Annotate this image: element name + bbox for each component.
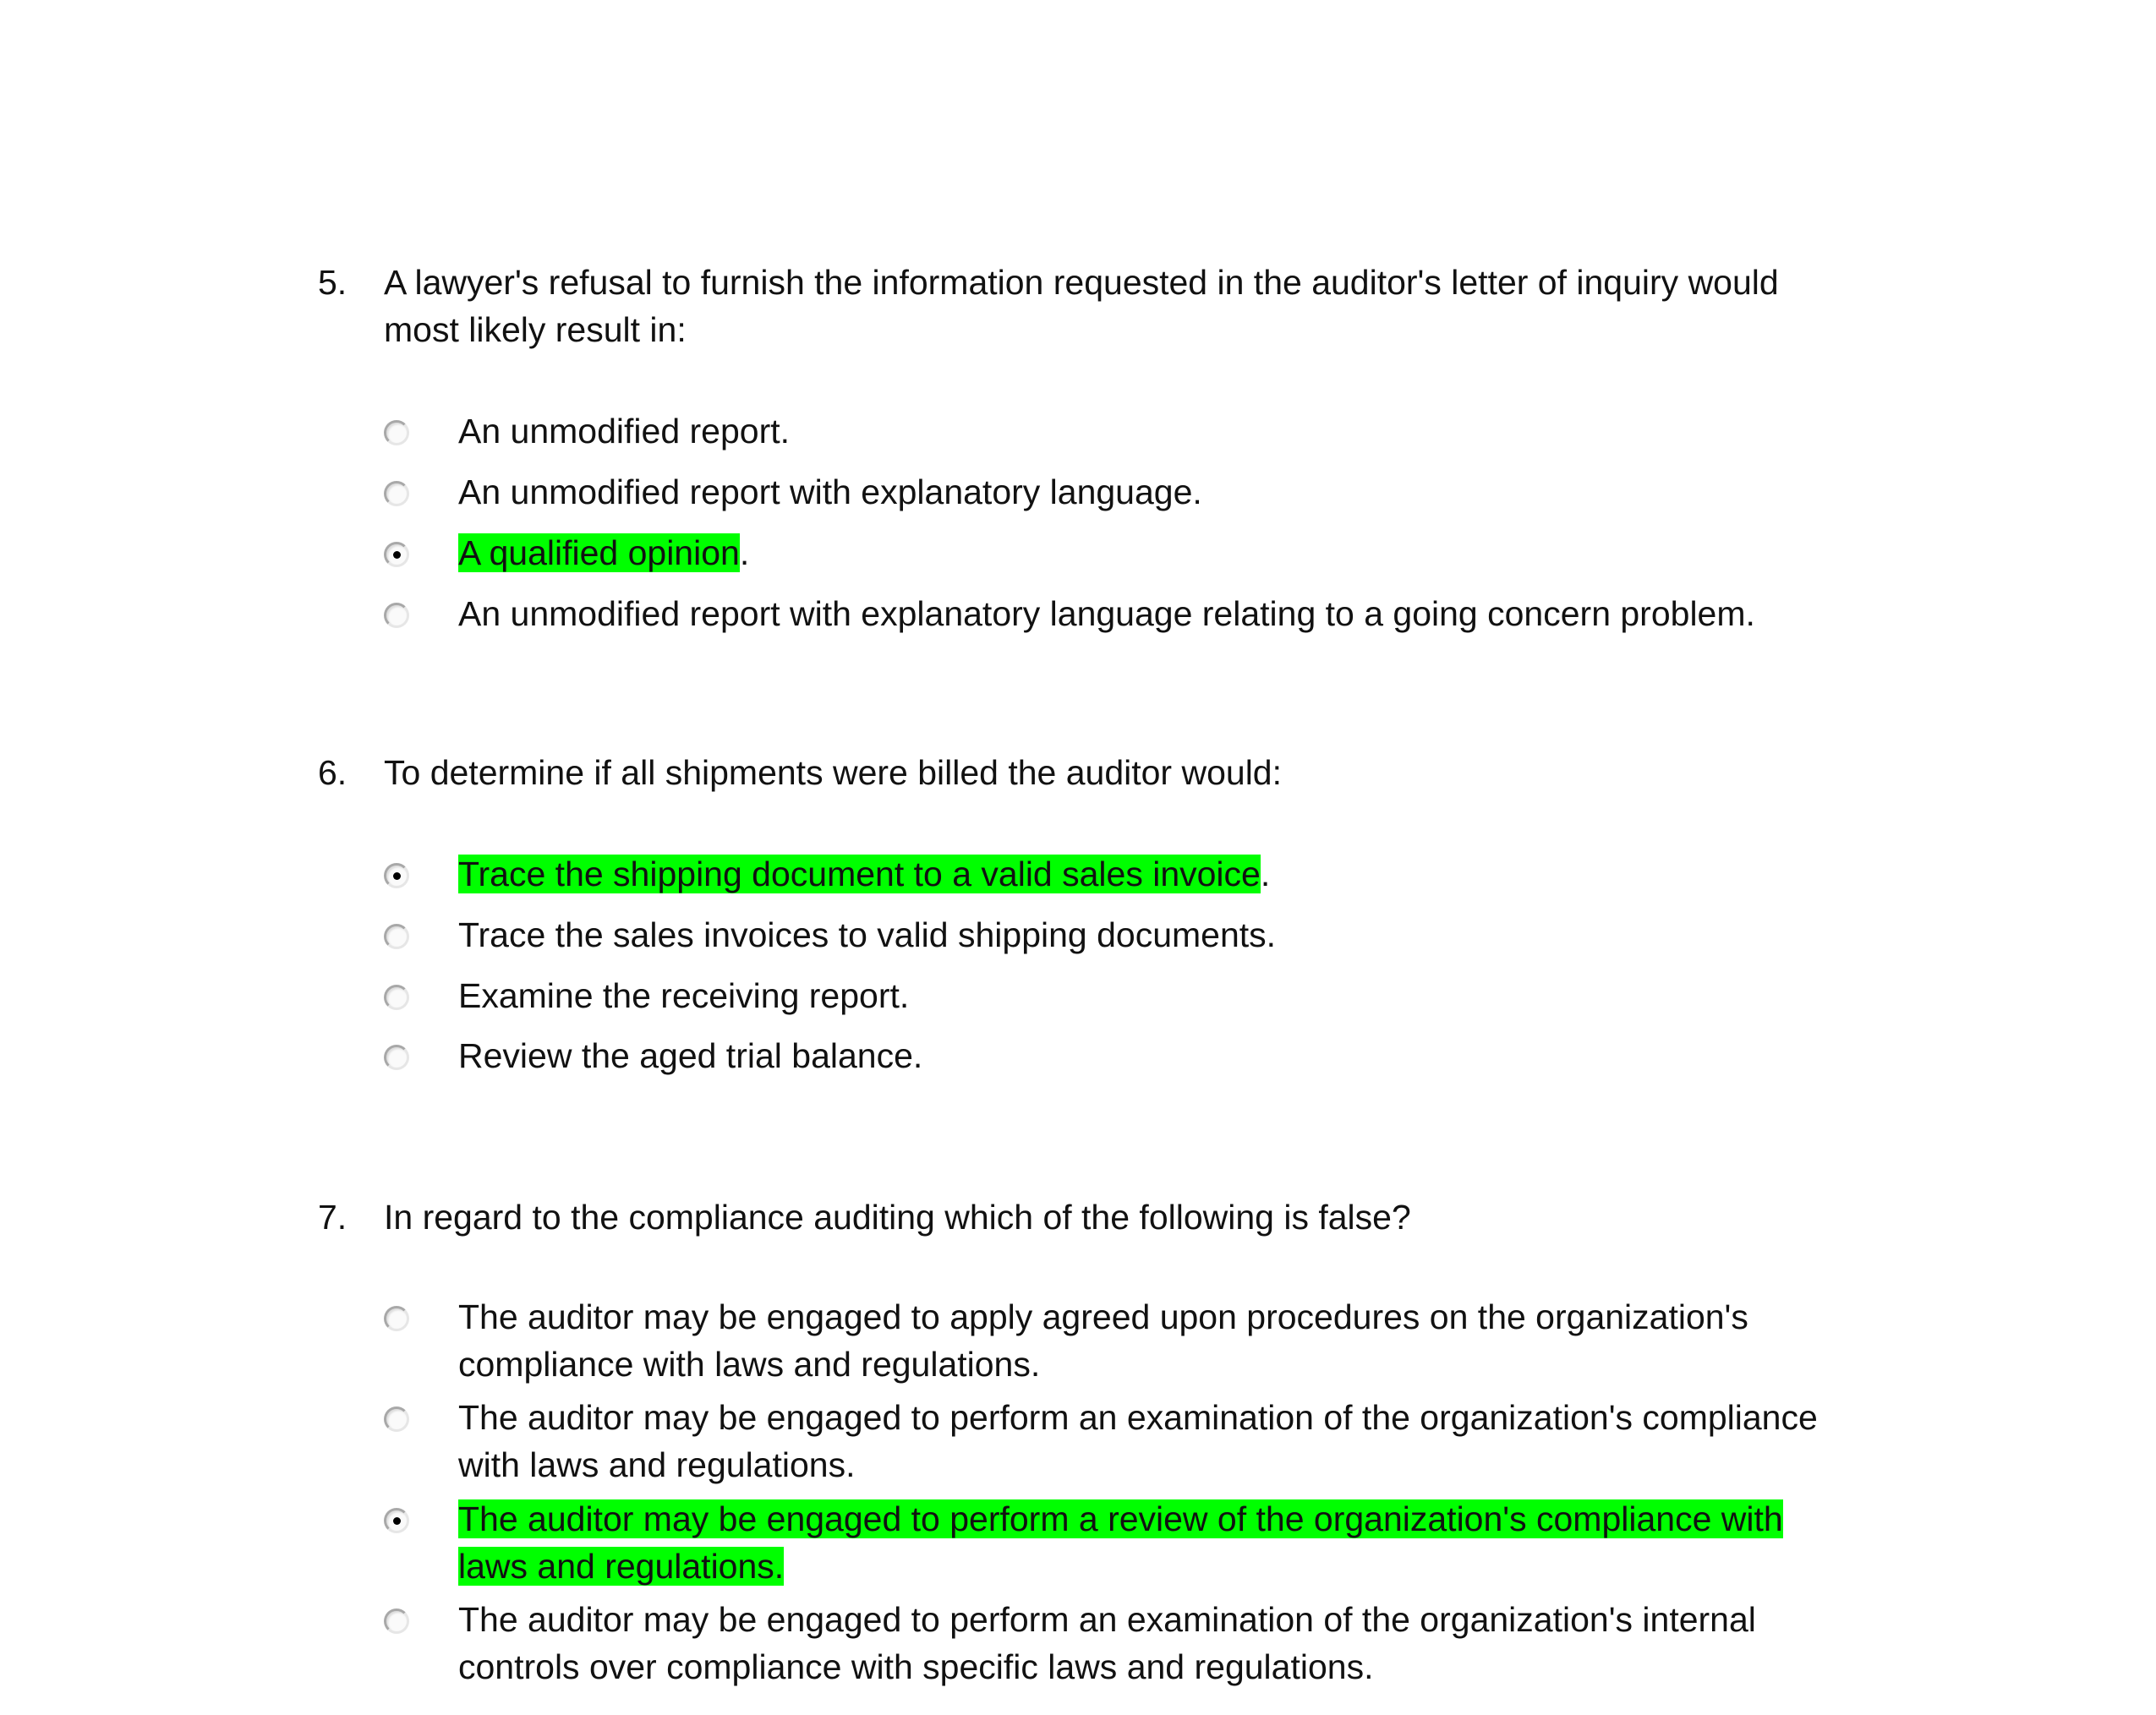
option-text: Trace the sales invoices to valid shipping documents. [458, 915, 1277, 954]
option-text: Examine the receiving report. [458, 976, 910, 1015]
option-text [458, 529, 1828, 576]
option-text: An unmodified report with explanatory language. [458, 472, 1202, 511]
radio-button-selected[interactable] [384, 863, 409, 888]
radio-button[interactable] [384, 985, 409, 1010]
question-text: In regard to the compliance auditing which of the following is false? [384, 1198, 1411, 1237]
radio-button[interactable] [384, 1306, 409, 1331]
option-text: The auditor may be engaged to perform an examination of the organization's internal controls over compliance with specific laws and regulations. [458, 1600, 1756, 1686]
option-text: An unmodified report. [458, 412, 791, 451]
radio-button[interactable] [384, 603, 409, 628]
radio-button-selected[interactable] [384, 1508, 409, 1533]
option-text: An unmodified report with explanatory language relating to a going concern problem. [458, 594, 1755, 633]
answer-highlight: A qualified opinion [458, 533, 740, 572]
option-text [458, 850, 1828, 898]
option-text: Review the aged trial balance. [458, 1036, 923, 1075]
option-text-rest: . [739, 533, 750, 572]
radio-button[interactable] [384, 924, 409, 949]
radio-selected-dot [393, 872, 401, 880]
question-number: 5. [318, 263, 347, 302]
radio-button[interactable] [384, 1406, 409, 1432]
radio-button-selected[interactable] [384, 542, 409, 567]
radio-selected-dot [393, 1517, 401, 1525]
radio-button[interactable] [384, 1045, 409, 1070]
radio-selected-dot [393, 551, 401, 559]
option-text-rest: . [1260, 855, 1271, 893]
radio-button[interactable] [384, 420, 409, 445]
answer-highlight: Trace the shipping document to a valid sales invoice [458, 855, 1261, 893]
question-text: A lawyer's refusal to furnish the information requested in the auditor's letter of inquiry would most likely result in: [384, 263, 1779, 349]
radio-button[interactable] [384, 1608, 409, 1634]
question-number: 6. [318, 753, 347, 792]
answer-highlight: The auditor may be engaged to perform a review of the organization's compliance with laws and regulations. [458, 1499, 1783, 1586]
option-text: The auditor may be engaged to perform an examination of the organization's compliance with laws and regulations. [458, 1398, 1818, 1484]
option-text: The auditor may be engaged to apply agreed upon procedures on the organization's compliance with laws and regulations. [458, 1297, 1748, 1384]
question-text: To determine if all shipments were billed the auditor would: [384, 753, 1282, 792]
question-number: 7. [318, 1198, 347, 1237]
radio-button[interactable] [384, 481, 409, 506]
option-text [458, 1495, 1828, 1590]
